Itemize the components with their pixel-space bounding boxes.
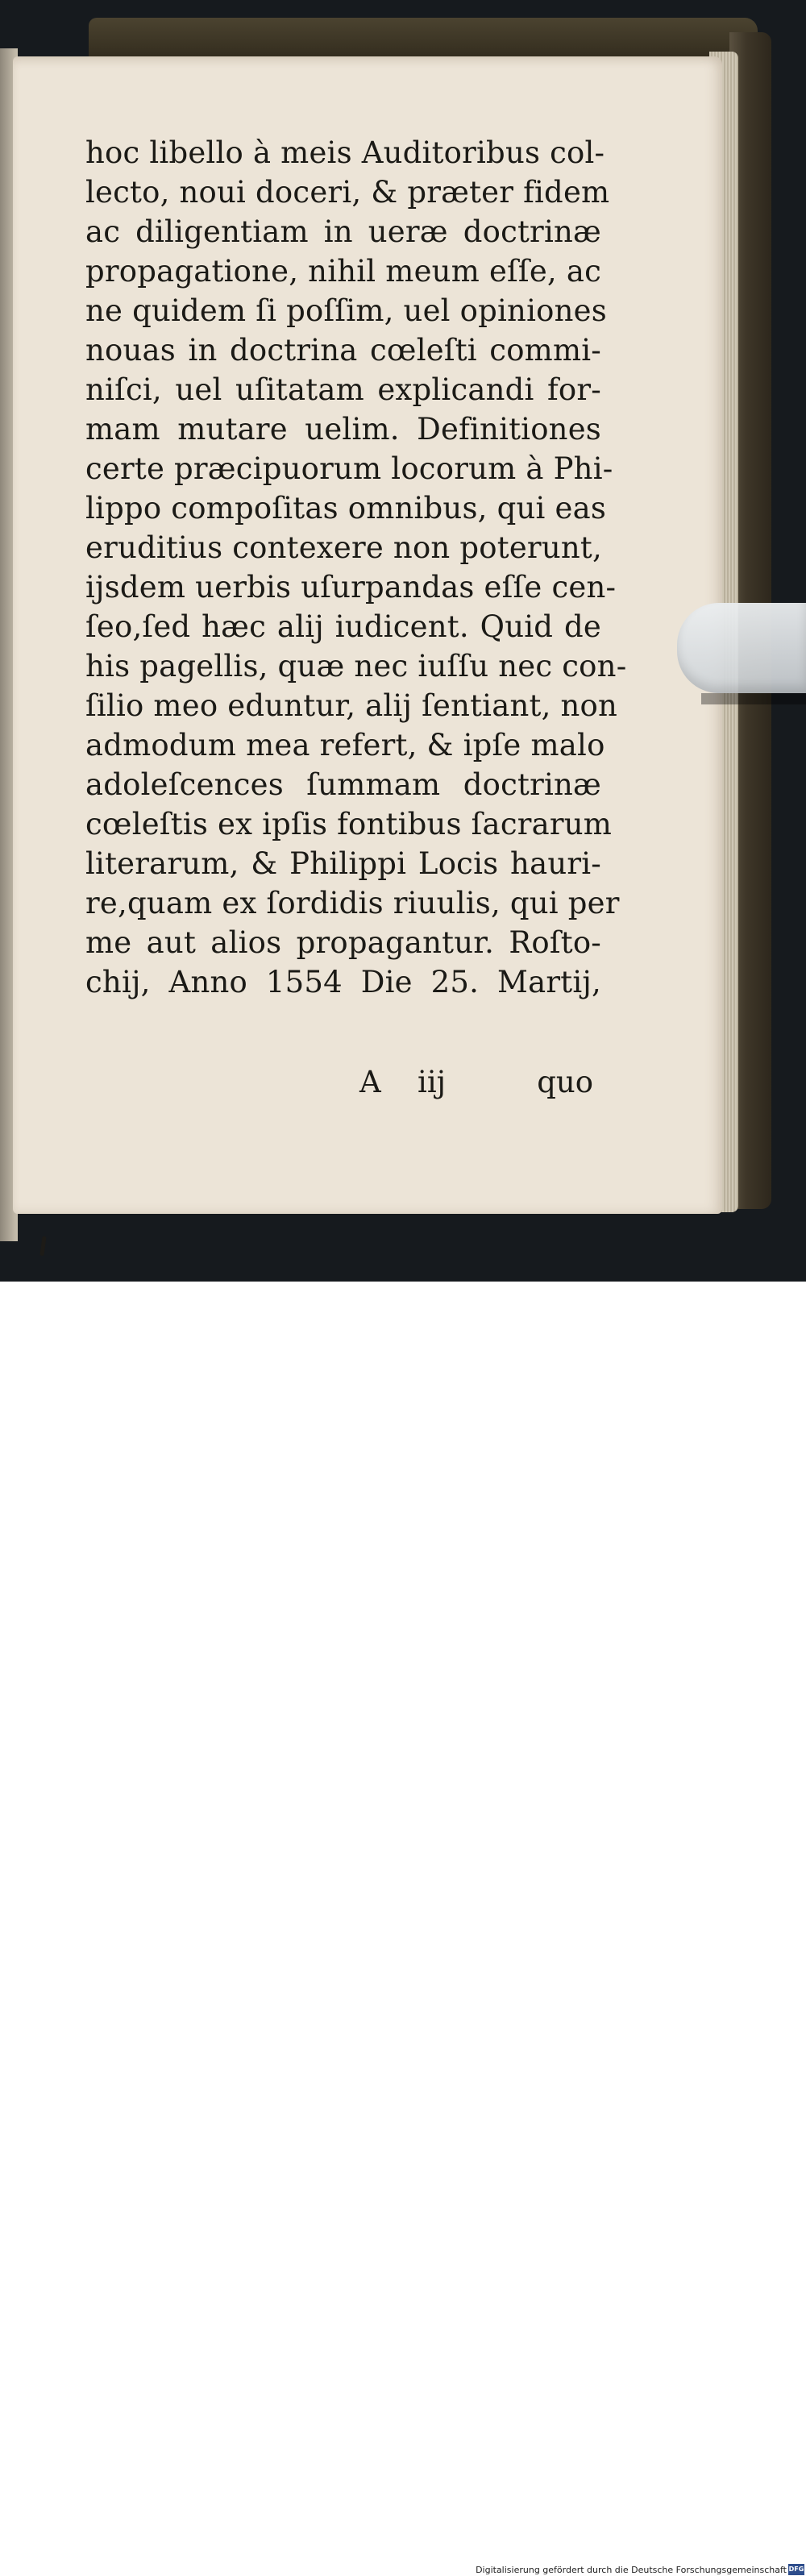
text-line: me aut alios propagantur. Roſto- [85, 925, 601, 960]
text-line: niſci, uel uſitatam explicandi for- [85, 372, 601, 407]
text-line: chij, Anno 1554 Die 25. Martij, [85, 965, 601, 999]
signature-line [85, 1062, 601, 1102]
page-clip-holder [677, 603, 806, 693]
funding-credit: Digitalisierung gefördert durch die Deutsche Forschungsgemeinschaft [476, 2565, 787, 2575]
text-line: re,quam ex ſordidis riuulis, qui per [85, 886, 620, 920]
text-line: propagatione, nihil meum eſſe, ac [85, 254, 602, 289]
ink-mark [39, 1236, 46, 1256]
text-line: literarum, & Philippi Locis hauri- [85, 846, 601, 881]
text-line: eruditius contexere non poterunt, [85, 530, 602, 565]
text-line: ijsdem uerbis uſurpandas eſſe cen- [85, 570, 617, 605]
clip-shadow [701, 693, 806, 704]
catchword: quo [537, 1065, 593, 1099]
text-line: lecto, noui doceri, & præter fidem [85, 175, 610, 210]
text-line: ſeo,ſed hæc alij iudicent. Quid de [85, 609, 601, 644]
scan-background [0, 0, 806, 1282]
text-line: ne quidem ſi poſſim, uel opiniones [85, 293, 607, 328]
footer-bar [0, 1282, 806, 2575]
text-line: certe præcipuorum locorum à Phi- [85, 451, 613, 486]
text-line: admodum mea refert, & ipſe malo [85, 728, 605, 762]
text-line: cœleſtis ex ipſis fontibus ſacrarum [85, 807, 613, 841]
book-page [13, 56, 722, 1214]
text-line: nouas in doctrina cœleſti commi- [85, 333, 601, 368]
signature-number: iij [418, 1065, 447, 1099]
text-line: adoleſcences ſummam doctrinæ [85, 767, 601, 802]
text-line: ac diligentiam in ueræ doctrinæ [85, 214, 601, 249]
text-line: mam mutare uelim. Definitiones [85, 412, 601, 447]
text-line: lippo compoſitas omnibus, qui eas [85, 491, 607, 526]
signature-letter: A [359, 1065, 381, 1099]
dfg-logo: DFG [788, 2564, 804, 2575]
text-line: ſilio meo eduntur, alij ſentiant, non [85, 688, 618, 723]
body-text [85, 133, 627, 1002]
text-line: hoc libello à meis Auditoribus col- [85, 135, 605, 170]
text-line: his pagellis, quæ nec iuſſu nec con- [85, 649, 627, 683]
